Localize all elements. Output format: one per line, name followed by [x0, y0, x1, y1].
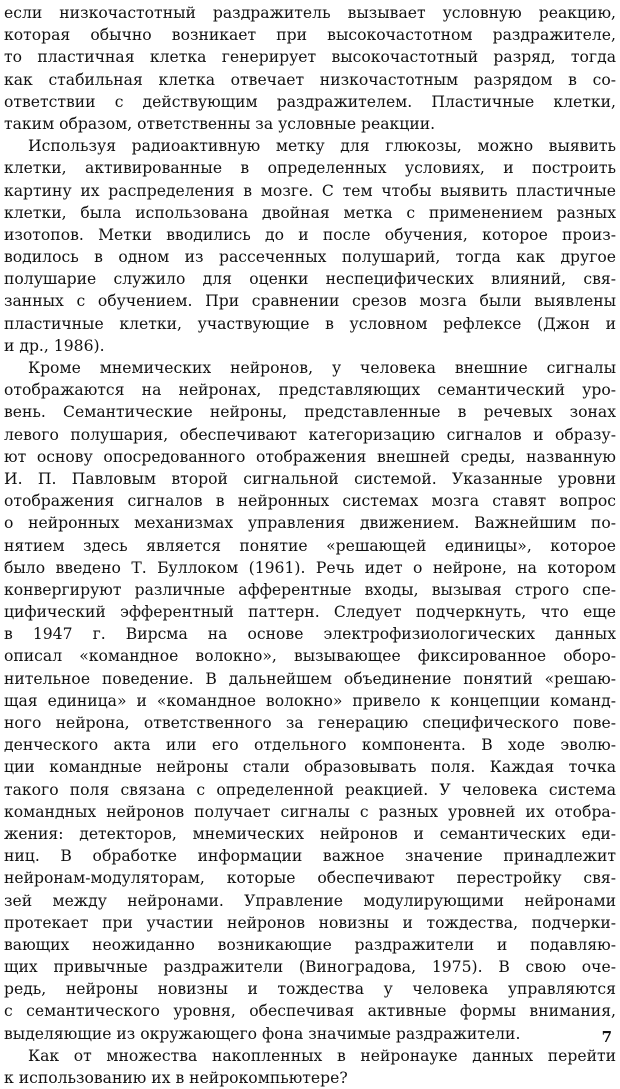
text-line: выделяющие из окружающего фона значимые раздражители.	[4, 1024, 521, 1043]
text-line: к использованию их в нейрокомпьютере?	[4, 1069, 348, 1087]
text-line: клетки, была использована двойная метка с применением разных	[4, 203, 616, 222]
text-line: картину их распределения в мозге. С тем чтобы выявить пластичные	[4, 181, 616, 200]
text-line: денческого акта или его отдельного компонента. В ходе эволю-	[4, 736, 616, 755]
text-line: такого поля связана с определенной реакцией. У человека система	[4, 780, 616, 799]
text-line: ции командные нейроны стали образовывать поля. Каждая точка	[4, 758, 616, 777]
text-line: щих привычные раздражители (Виноградова, 1975). В свою оче-	[4, 958, 616, 977]
text-line: нятием здесь является понятие «решающей единицы», которое	[4, 536, 616, 555]
text-line: было введено Т. Буллоком (1961). Речь идет о нейроне, на котором	[4, 558, 616, 577]
text-line: левого полушария, обеспечивают категоризацию сигналов и образу-	[4, 425, 616, 444]
text-line: отображаются на нейронах, представляющих семантический уро-	[4, 381, 616, 400]
page-number: 7	[601, 1028, 612, 1046]
text-line: занных с обучением. При сравнении срезов мозга были выявлены	[4, 292, 616, 311]
paragraph	[4, 1045, 616, 1089]
text-line: о нейронных механизмах управления движением. Важнейшим по-	[4, 514, 616, 533]
text-line: зей между нейронами. Управление модулирующими нейронами	[4, 891, 616, 910]
text-line: ют основу опосредованного отображения внешней среды, названную	[4, 447, 616, 466]
text-line: ного нейрона, ответственного за генерацию специфического пове-	[4, 714, 616, 732]
text-line: если низкочастотный раздражитель вызывает условную реакцию,	[4, 4, 616, 22]
text-line: таким образом, ответственны за условные реакции.	[4, 114, 436, 133]
text-line: ниц. В обработке информации важное значение принадлежит	[4, 847, 616, 866]
text-line: как стабильная клетка отвечает низкочастотным разрядом в со-	[4, 70, 616, 89]
text-line: в 1947 г. Вирсма на основе электрофизиологических данных	[4, 625, 616, 644]
text-line: Кроме мнемических нейронов, у человека внешние сигналы	[28, 359, 616, 377]
paragraph	[4, 357, 616, 1045]
text-line: протекает при участии нейронов новизны и тождества, подчерки-	[4, 913, 616, 932]
text-body	[4, 2, 616, 1089]
text-line: с семантического уровня, обеспечивая активные формы внимания,	[4, 1002, 616, 1021]
text-line: и др., 1986).	[4, 336, 105, 355]
text-line: вень. Семантические нейроны, представленные в речевых зонах	[4, 403, 616, 422]
text-line: конвергируют различные афферентные входы, вызывая строго спе-	[4, 580, 616, 599]
text-line: клетки, активированные в определенных условиях, и построить	[4, 159, 616, 178]
text-line: нительное поведение. В дальнейшем объединение понятий «решаю-	[4, 669, 616, 688]
text-line: которая обычно возникает при высокочастотном раздражителе,	[4, 26, 616, 45]
text-line: командных нейронов получает сигналы с разных уровней их отобра-	[4, 802, 616, 821]
text-line: жения: детекторов, мнемических нейронов и семантических еди-	[4, 824, 616, 843]
text-line: нейронам-модуляторам, которые обеспечивают перестройку свя-	[4, 869, 616, 888]
text-line: изотопов. Метки вводились до и после обучения, которое произ-	[4, 225, 616, 244]
text-line: описал «командное волокно», вызывающее фиксированное оборо-	[4, 647, 616, 666]
text-line: цифический эфферентный паттерн. Следует подчеркнуть, что еще	[4, 603, 616, 622]
text-line: щая единица» и «командное волокно» привело к концепции команд-	[4, 691, 616, 710]
text-line: Используя радиоактивную метку для глюкозы, можно выявить	[28, 137, 616, 156]
text-line: И. П. Павловым второй сигнальной системой. Указанные уровни	[4, 469, 616, 488]
text-line: водилось в одном из рассеченных полушарий, тогда как другое	[4, 248, 616, 267]
text-line: пластичные клетки, участвующие в условном рефлексе (Джон и	[4, 314, 616, 333]
text-line: полушарие служило для оценки неспецифических влияний, свя-	[4, 270, 616, 289]
text-line: вающих неожиданно возникающие раздражители и подавляю-	[4, 935, 616, 954]
text-line: редь, нейроны новизны и тождества у человека управляются	[4, 980, 616, 999]
text-line: отображения сигналов в нейронных системах мозга ставят вопрос	[4, 492, 616, 511]
text-line: ответствии с действующим раздражителем. Пластичные клетки,	[4, 92, 616, 111]
paragraph	[4, 135, 616, 357]
text-line: Как от множества накопленных в нейронауке данных перейти	[28, 1046, 616, 1065]
text-line: то пластичная клетка генерирует высокочастотный разряд, тогда	[4, 48, 616, 67]
paragraph	[4, 2, 616, 135]
